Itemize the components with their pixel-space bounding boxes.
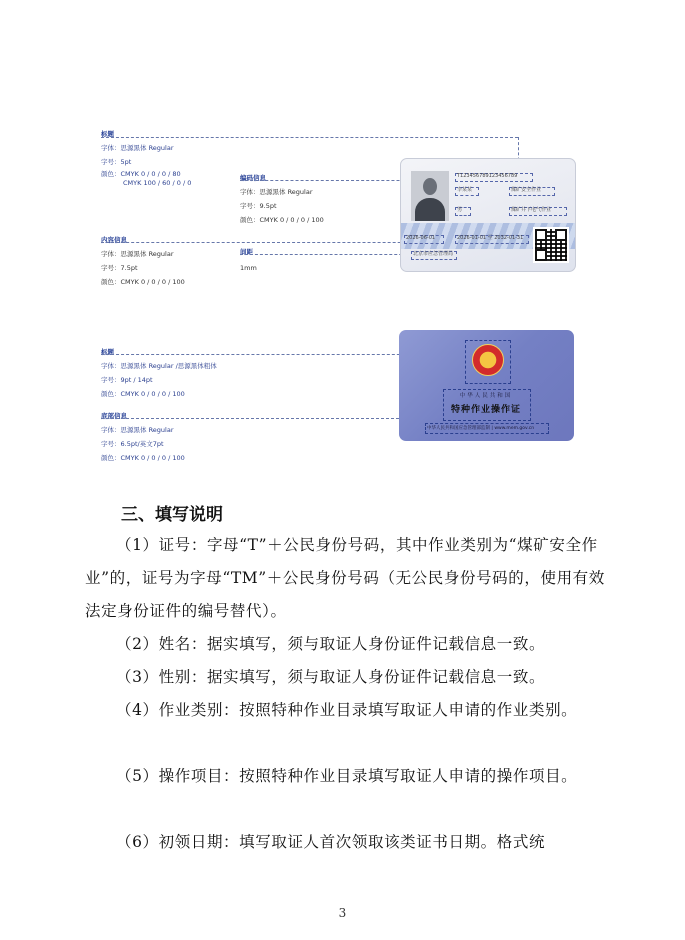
paragraph-5-text: （5）操作项目：按照特种作业目录填写取证人申请的操作项目。: [116, 767, 578, 785]
paragraph-2-text: （2）姓名：据实填写，须与取证人身份证件记载信息一致。: [116, 635, 546, 653]
paragraph-4: [85, 694, 605, 727]
content-spec-size: 字号：7.5pt: [101, 264, 138, 272]
card-gender: 男: [457, 207, 463, 213]
title-spec-color2: CMYK 100 / 60 / 0 / 0: [123, 179, 192, 187]
paragraph-3-text: （3）性别：据实填写，须与取证人身份证件记载信息一致。: [116, 668, 546, 686]
back-title-leader-line: [101, 354, 450, 355]
paragraph-1-text: （1）证号：字母“T”＋公民身份号码，其中作业类别为“煤矿安全作业”的，证号为字母“TM”＋公民身份号码（无公民身份号码的，使用有效法定身份证件的编号替代）。: [85, 536, 605, 620]
back-title-spec-font: 字体：思源黑体 Regular /思源黑体粗体: [101, 362, 217, 370]
back-title-spec-heading: 标题: [101, 348, 114, 356]
card-date-valid: 2026-01-01 至 2032-01-31: [457, 235, 524, 241]
qr-code-icon: [533, 227, 569, 263]
back-footer-spec-color: 颜色：CMYK 0 / 0 / 0 / 100: [101, 454, 185, 462]
paragraph-5: [85, 760, 605, 793]
paragraph-4-text: （4）作业类别：按照特种作业目录填写取证人申请的作业类别。: [116, 701, 578, 719]
back-footer-spec-heading: 底部信息: [101, 412, 127, 420]
spacing-spec-heading: 间距: [240, 248, 253, 256]
paragraph-6: [85, 826, 605, 859]
card-back-line1: 中华人民共和国: [459, 393, 513, 399]
content-spec-heading: 内容信息: [101, 236, 127, 244]
card-back: [399, 330, 574, 441]
card-back-footer: 中华人民共和国应急管理部监制 | www.mem.gov.cn: [427, 426, 535, 431]
card-front: [400, 158, 576, 272]
card-category: 煤矿安全作业: [511, 187, 542, 193]
paragraph-6-text: （6）初领日期：填写取证人首次领取该类证书日期。格式统: [116, 833, 546, 851]
title-spec-heading: 标题: [101, 130, 114, 138]
title-spec-font: 字体：思源黑体 Regular: [101, 144, 174, 152]
title-spec-size: 字号：5pt: [101, 158, 132, 166]
back-title-spec-size: 字号：9pt / 14pt: [101, 376, 153, 384]
national-emblem-icon: [472, 344, 504, 376]
back-footer-spec-size: 字号：6.5pt/英文7pt: [101, 440, 164, 448]
spacing-spec-value: 1mm: [240, 264, 257, 272]
card-item: 煤矿井下电气作业: [511, 207, 552, 213]
card-name: 李某某: [457, 187, 473, 193]
content-spec-font: 字体：思源黑体 Regular: [101, 250, 174, 258]
section-title: 三、填写说明: [121, 505, 223, 525]
page-number: 3: [338, 906, 347, 920]
paragraph-3: [85, 661, 605, 694]
spacing-spec: [240, 246, 257, 274]
id-photo: [411, 171, 449, 221]
paragraph-2: [85, 628, 605, 661]
card-issuer: 北京市应急管理局: [413, 251, 454, 257]
title-spec-color1: 颜色：CMYK 0 / 0 / 0 / 80: [101, 170, 181, 178]
card-back-title: 特种作业操作证: [450, 405, 521, 415]
card-number: T123456789123456789: [457, 173, 518, 179]
paragraph-1: [85, 529, 605, 628]
code-spec-font: 字体：思源黑体 Regular: [240, 188, 313, 196]
back-footer-spec-font: 字体：思源黑体 Regular: [101, 426, 174, 434]
card-date-first: 2026-06-01: [406, 235, 436, 241]
code-spec-size: 字号：9.5pt: [240, 202, 277, 210]
content-spec-color: 颜色：CMYK 0 / 0 / 0 / 100: [101, 278, 185, 286]
code-spec-color: 颜色：CMYK 0 / 0 / 0 / 100: [240, 216, 324, 224]
code-spec-heading: 编码信息: [240, 174, 266, 182]
title-leader-line: [101, 137, 518, 138]
back-footer-leader-line: [101, 418, 424, 419]
back-title-spec-color: 颜色：CMYK 0 / 0 / 0 / 100: [101, 390, 185, 398]
